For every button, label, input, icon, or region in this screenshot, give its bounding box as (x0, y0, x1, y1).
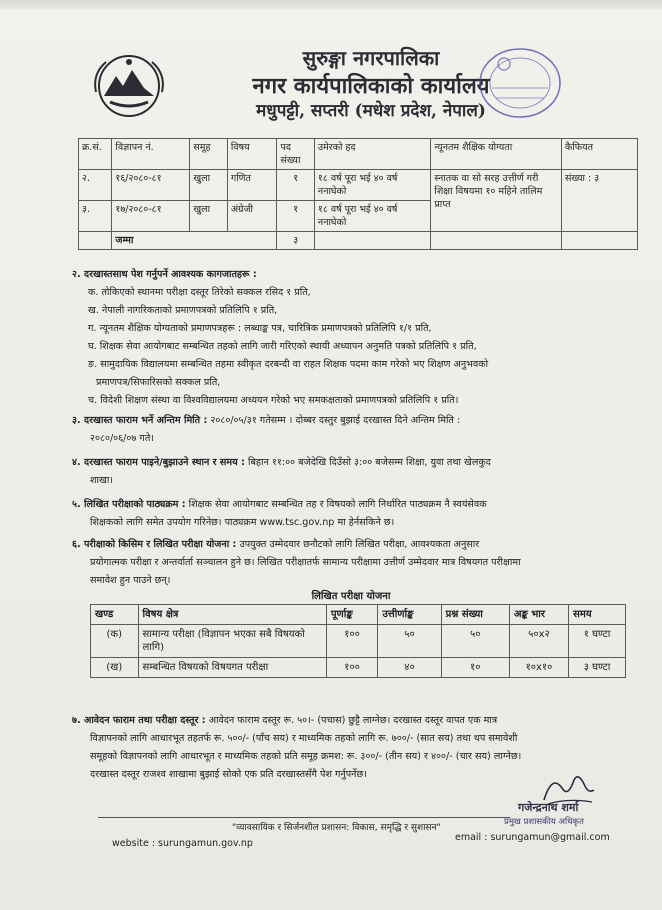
row-part: (ख) (91, 658, 139, 678)
row-posts: १ (277, 201, 314, 232)
section-4 (72, 454, 491, 471)
doc-item-ga: ग. न्यूनतम शैक्षिक योग्यताको प्रमाणपत्रहरू : लब्धाङ्क पत्र, चारित्रिक प्रमाणपत्रको प्रतिलिपि १/१ प्रति, (88, 323, 432, 334)
section-4-cont: शाखा। (90, 475, 113, 486)
signatory-title: प्रमुख प्रशासकीय अधिकृत (504, 817, 584, 827)
table-row (79, 170, 638, 201)
section-5-cont: शिक्षकको लागि समेत उपयोग गरिनेछ। पाठ्यक्रम www.tsc.gov.np मा हेर्नसकिने छ। (90, 517, 395, 528)
doc-item-nga-cont: प्रमाणपत्र/सिफारिसको सक्कल प्रति, (96, 377, 221, 388)
section-3-text: २०८०/०५/३१ गतेसम्म । दोब्बर दस्तुर बुझाई दरखास्त दिने अन्तिम मिति : (210, 415, 461, 426)
row-age: १८ वर्ष पूरा भई ४० वर्ष ननाघेको (314, 170, 430, 201)
section-7-cont-2: समूहको विज्ञापनको लागि आधारभूत र माध्यमिक तहको प्रति समूह क्रमश: रू. ३००/- (तीन सय) र ४००/- (चार सय) लाग्नेछ। (90, 751, 522, 762)
row-part: (क) (91, 625, 139, 658)
row-weight: १०x१० (509, 658, 568, 678)
section-3 (72, 412, 460, 429)
section-5-title: ५. लिखित परीक्षाको पाठ्यक्रम : (72, 499, 186, 510)
row-questions: १० (441, 658, 509, 678)
office-name: नगर कार्यपालिकाको कार्यालय (252, 73, 490, 99)
row-area: सामान्य परीक्षा (विज्ञापन भएका सबै विषयको लागि) (138, 625, 326, 658)
section-6-cont-1: प्रयोगात्मक परीक्षा र अन्तर्वार्ता सञ्चालन हुने छ। लिखित परीक्षातर्फ सामान्य परीक्षामा उत्तीर्ण उम्मेदवार मात्र विषयगत परीक्षामा (90, 557, 521, 568)
col-adv-no: विज्ञापन नं. (112, 139, 190, 170)
col-age: उमेरको हद (314, 139, 430, 170)
table-row (91, 625, 626, 658)
row-age: १८ वर्ष पूरा भई ४० वर्ष ननाघेको (314, 201, 430, 232)
exam-table-caption: लिखित परीक्षा योजना (311, 591, 391, 602)
table-header-row (91, 605, 626, 625)
row-pass: ४० (378, 658, 441, 678)
row-questions: ५० (441, 625, 509, 658)
col-weight: अङ्क भार (509, 605, 568, 625)
row-posts: १ (277, 170, 314, 201)
total-value: ३ (277, 232, 314, 250)
col-remark: कैफियत (562, 139, 638, 170)
section-4-title: ४. दरखास्त फाराम पाइने/बुझाउने स्थान र समय : (72, 457, 245, 468)
row-time: १ घण्टा (569, 625, 626, 658)
row-adv: १७/२०८०-८१ (112, 201, 190, 232)
table-row (91, 658, 626, 678)
section-7 (72, 712, 497, 729)
col-area: विषय क्षेत्र (138, 605, 326, 625)
table-total-row (79, 232, 638, 250)
total-label: जम्मा (112, 232, 277, 250)
section-5 (72, 496, 487, 513)
row-subject: अंग्रेजी (227, 201, 277, 232)
office-stamp-icon (470, 38, 570, 128)
col-posts: पद संख्या (277, 139, 314, 170)
row-time: ३ घण्टा (569, 658, 626, 678)
row-weight: ५०x२ (509, 625, 568, 658)
signatory-name: गजेन्द्रनाथ शर्मा (518, 801, 579, 814)
col-full-marks: पूर्णाङ्क (326, 605, 377, 625)
row-adv: १६/२०८०-८१ (112, 170, 190, 201)
section-6-cont-2: समावेश हुन पाउने छन्। (90, 575, 171, 586)
section-7-text: आवेदन फाराम दस्तूर रू. ५०।- (पचास) छुट्टै लाग्नेछ। दरखास्त दस्तूर वापत एक मात्र (208, 715, 498, 726)
col-pass-marks: उत्तीर्णाङ्क (378, 605, 441, 625)
exam-plan-table (90, 604, 626, 678)
section-6-title: ६. परीक्षाको किसिम र लिखित परीक्षा योजना : (72, 539, 237, 550)
municipality-name: सुरुङ्गा नगरपालिका (302, 46, 440, 70)
row-full: १०० (326, 625, 377, 658)
section-2-title: २. दरखास्तसाथ पेश गर्नुपर्ने आवश्यक कागजातहरू : (72, 269, 257, 280)
section-3-cont: २०८०/०६/०७ गते। (90, 433, 154, 444)
section-3-title: ३. दरखास्त फाराम भर्ने अन्तिम मिति : (72, 415, 208, 426)
row-remark: संख्या : ३ (562, 170, 638, 232)
section-6 (72, 536, 479, 553)
col-sn: क्र.सं. (79, 139, 112, 170)
row-full: १०० (326, 658, 377, 678)
footer-website: website : surungamun.gov.np (112, 838, 253, 849)
row-sn: ३. (79, 201, 112, 232)
footer-email: email : surungamun@gmail.com (455, 832, 610, 843)
col-qualification: न्यूनतम शैक्षिक योग्यता (431, 139, 562, 170)
row-subject: गणित (227, 170, 277, 201)
row-qualification: स्नातक वा सो सरह उत्तीर्ण गरी शिक्षा विषयमा १० महिने तालिम प्राप्त (431, 170, 562, 232)
section-5-text: शिक्षक सेवा आयोगबाट सम्बन्धित तह र विषयको लागि निर्धारित पाठ्यक्रम नै स्वयंसेवक (188, 499, 487, 510)
doc-item-gha: घ. शिक्षक सेवा आयोगबाट सम्बन्धित तहको लागि जारी गरिएको स्थायी अध्यापन अनुमति पत्रको प्रतिलिपि १ प्रति, (88, 341, 477, 352)
col-part: खण्ड (91, 605, 139, 625)
vacancy-table (78, 138, 638, 250)
row-sn: २. (79, 170, 112, 201)
col-time: समय (569, 605, 626, 625)
col-subject: विषय (227, 139, 277, 170)
table-header-row (79, 139, 638, 170)
office-address: मधुपट्टी, सप्तरी (मधेश प्रदेश, नेपाल) (256, 101, 486, 121)
section-4-text: बिहान ११:०० बजेदेखि दिउँसो ३:०० बजेसम्म शिक्षा, युवा तथा खेलकुद (247, 457, 491, 468)
row-group: खुला (190, 201, 227, 232)
doc-item-ka: क. तोकिएको स्थानमा परीक्षा दस्तूर तिरेको सक्कल रसिद १ प्रति, (88, 287, 311, 298)
page-edge (0, 0, 662, 10)
section-6-text: उपयुक्त उम्मेदवार छनौटको लागि लिखित परीक्षा, आवश्यकता अनुसार (239, 539, 480, 550)
row-group: खुला (190, 170, 227, 201)
row-area: सम्बन्धित विषयको विषयगत परीक्षा (138, 658, 326, 678)
row-pass: ५० (378, 625, 441, 658)
section-7-cont-3: दरखास्त दस्तूर राजश्व शाखामा बुझाई सोको एक प्रति दरखास्तसँगै पेश गर्नुपर्नेछ। (90, 769, 367, 780)
section-7-cont-1: विज्ञापनको लागि आधारभूत तहतर्फ रू. ५००/- (पाँच सय) र माध्यमिक तहको लागि रू. ७००/- (सात सय) तथा थप समावेशी (90, 733, 518, 744)
col-group: समूह (190, 139, 227, 170)
doc-item-nga: ङ. सामुदायिक विद्यालयमा सम्बन्धित तहमा स्वीकृत दरबन्दी वा राहत शिक्षक पदमा काम गरेको भए शिक्षण अनुभवको (88, 359, 489, 370)
footer-divider (98, 817, 510, 818)
doc-item-kha: ख. नेपाली नागरिकताको प्रमाणपत्रको प्रतिलिपि १ प्रति, (88, 305, 278, 316)
col-questions: प्रश्न संख्या (441, 605, 509, 625)
doc-item-cha: च. विदेशी शिक्षण संस्था वा विश्वविद्यालयमा अध्ययन गरेको भए समकक्षताको प्रमाणपत्रको प्रतिलिपि १ प्रति। (88, 395, 459, 406)
footer-motto: "व्यावसायिक र सिर्जनशील प्रशासन: विकास, समृद्धि र सुशासन" (232, 823, 441, 833)
section-7-title: ७. आवेदन फाराम तथा परीक्षा दस्तूर : (72, 715, 206, 726)
